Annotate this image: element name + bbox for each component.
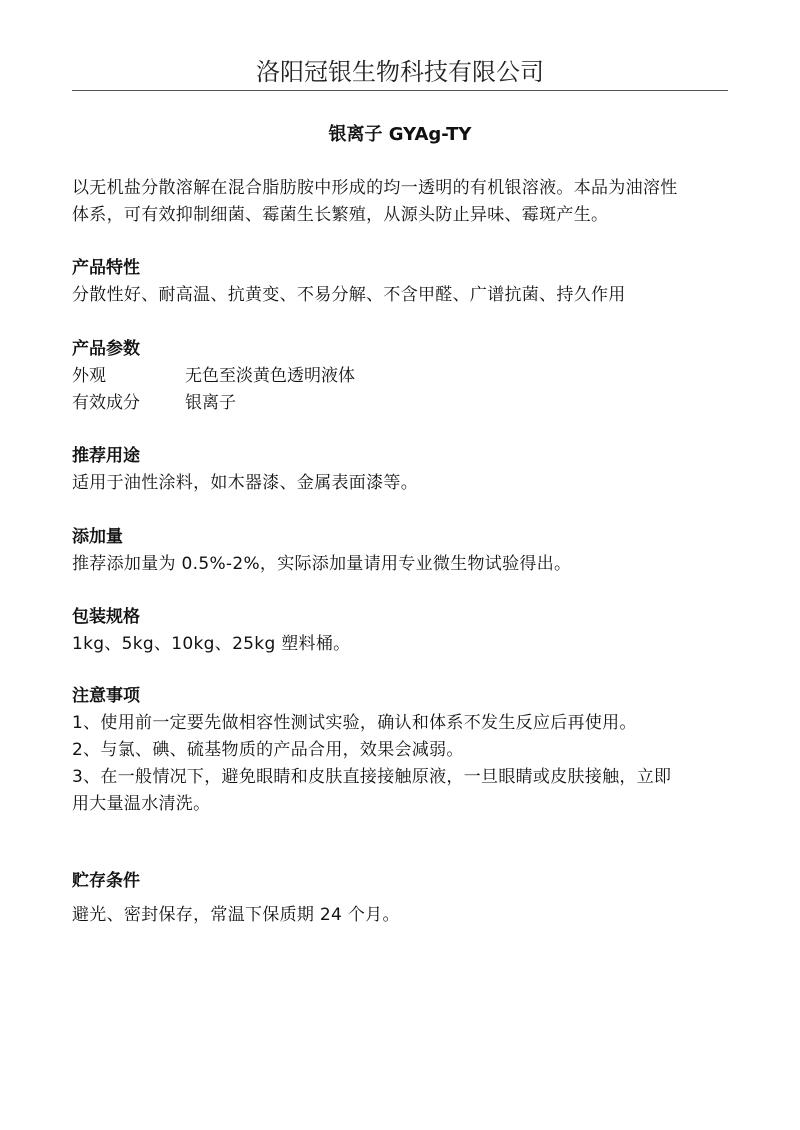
param-row bbox=[72, 390, 728, 417]
company-header: 洛阳冠银生物科技有限公司 bbox=[256, 58, 544, 86]
features-section bbox=[72, 255, 728, 309]
note-line: 2、与氯、碘、硫基物质的产品合用，效果会减弱。 bbox=[72, 740, 464, 760]
packaging-section bbox=[72, 604, 728, 658]
section-heading: 注意事项 bbox=[72, 686, 140, 706]
note-line: 3、在一般情况下，避免眼睛和皮肤直接接触原液，一旦眼睛或皮肤接触，立即 bbox=[72, 767, 672, 787]
section-text: 避光、密封保存，常温下保质期 24 个月。 bbox=[72, 905, 400, 925]
dosage-section bbox=[72, 524, 728, 578]
section-heading: 推荐用途 bbox=[72, 446, 140, 466]
param-row bbox=[72, 363, 728, 390]
storage-section bbox=[72, 868, 728, 929]
notes-section bbox=[72, 683, 728, 818]
section-heading: 产品特性 bbox=[72, 258, 140, 278]
section-text: 分散性好、耐高温、抗黄变、不易分解、不含甲醛、广谱抗菌、持久作用 bbox=[72, 285, 626, 305]
header-divider bbox=[72, 90, 728, 91]
section-heading: 添加量 bbox=[72, 527, 123, 547]
section-text: 推荐添加量为 0.5%-2%，实际添加量请用专业微生物试验得出。 bbox=[72, 554, 572, 574]
section-heading: 包装规格 bbox=[72, 607, 140, 627]
param-key: 有效成分 bbox=[72, 393, 140, 413]
section-heading: 产品参数 bbox=[72, 339, 140, 359]
document-title: 银离子 GYAg-TY bbox=[328, 124, 472, 145]
intro-line: 体系，可有效抑制细菌、霉菌生长繁殖，从源头防止异味、霉斑产生。 bbox=[72, 205, 609, 225]
param-key: 外观 bbox=[72, 366, 106, 386]
intro-paragraph bbox=[72, 175, 728, 229]
intro-line: 以无机盐分散溶解在混合脂肪胺中形成的均一透明的有机银溶液。本品为油溶性 bbox=[72, 178, 678, 198]
usage-section bbox=[72, 443, 728, 497]
section-text: 1kg、5kg、10kg、25kg 塑料桶。 bbox=[72, 634, 351, 654]
section-heading: 贮存条件 bbox=[72, 871, 140, 891]
param-value: 银离子 bbox=[185, 393, 236, 413]
note-line: 用大量温水清洗。 bbox=[72, 794, 211, 814]
params-section bbox=[72, 336, 728, 417]
section-text: 适用于油性涂料，如木器漆、金属表面漆等。 bbox=[72, 473, 418, 493]
param-value: 无色至淡黄色透明液体 bbox=[185, 366, 355, 386]
note-line: 1、使用前一定要先做相容性测试实验，确认和体系不发生反应后再使用。 bbox=[72, 713, 637, 733]
